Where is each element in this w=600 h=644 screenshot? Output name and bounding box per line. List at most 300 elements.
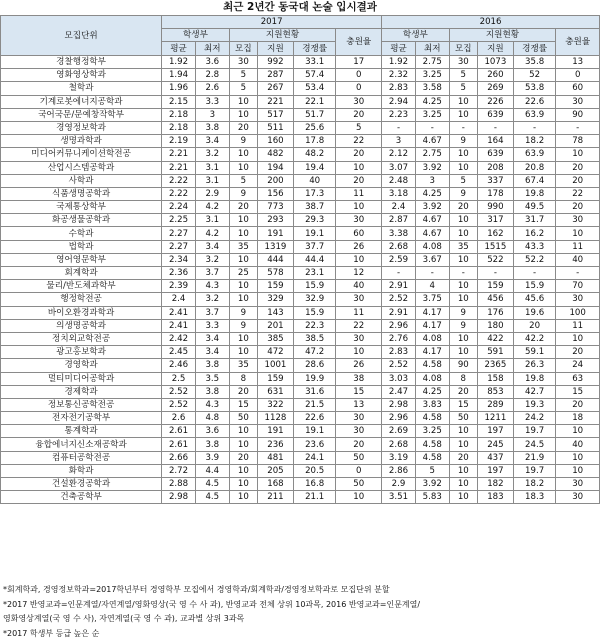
table-row <box>1 398 600 411</box>
cell-quota-2017: 10 <box>229 227 257 240</box>
cell-avg-2017: 2.18 <box>162 121 196 134</box>
cell-fill-rate-2016: 20 <box>556 346 600 359</box>
cell-avg-2016: 3.03 <box>382 372 416 385</box>
cell-min-2017: 3.9 <box>195 451 229 464</box>
cell-avg-2017: 2.27 <box>162 227 196 240</box>
cell-applicants-2016: 289 <box>477 398 513 411</box>
cell-avg-2016: 3.38 <box>382 227 416 240</box>
cell-avg-2016: 2.69 <box>382 425 416 438</box>
cell-avg-2016: 2.12 <box>382 148 416 161</box>
header-application-2016: 지원현황 <box>449 29 556 42</box>
cell-applicants-2017: 191 <box>257 425 293 438</box>
cell-applicants-2016: 182 <box>477 478 513 491</box>
cell-min-2016: 3.25 <box>415 69 449 82</box>
cell-quota-2017: 10 <box>229 148 257 161</box>
cell-fill-rate-2016: 24 <box>556 359 600 372</box>
cell-applicants-2017: 1319 <box>257 240 293 253</box>
cell-applicants-2016: 522 <box>477 253 513 266</box>
table-row <box>1 293 600 306</box>
cell-avg-2016: 2.23 <box>382 108 416 121</box>
cell-competition-2016: 42.7 <box>513 385 555 398</box>
cell-fill-rate-2016: 20 <box>556 174 600 187</box>
header-application-2017: 지원현황 <box>229 29 336 42</box>
cell-fill-rate-2016: - <box>556 121 600 134</box>
cell-quota-2016: 10 <box>449 214 477 227</box>
cell-min-2016: 3.58 <box>415 82 449 95</box>
table-row <box>1 187 600 200</box>
cell-fill-rate-2016: 20 <box>556 201 600 214</box>
cell-competition-2017: 25.6 <box>293 121 335 134</box>
cell-quota-2016: 10 <box>449 478 477 491</box>
cell-unit-name: 미디어커뮤니케이션학전공 <box>1 148 162 161</box>
cell-applicants-2017: 211 <box>257 491 293 504</box>
cell-competition-2017: 22.3 <box>293 319 335 332</box>
cell-min-2016: - <box>415 121 449 134</box>
cell-min-2016: 3.83 <box>415 398 449 411</box>
cell-avg-2017: 2.41 <box>162 306 196 319</box>
cell-competition-2017: 15.9 <box>293 306 335 319</box>
cell-avg-2017: 2.46 <box>162 359 196 372</box>
cell-unit-name: 행정학전공 <box>1 293 162 306</box>
cell-competition-2016: 18.2 <box>513 135 555 148</box>
results-body <box>1 56 600 504</box>
cell-avg-2016: 2.87 <box>382 214 416 227</box>
cell-competition-2017: 44.4 <box>293 253 335 266</box>
cell-unit-name: 생명과학과 <box>1 135 162 148</box>
header-quota-2016: 모집 <box>449 42 477 56</box>
cell-min-2016: 4.17 <box>415 306 449 319</box>
cell-min-2016: 5 <box>415 464 449 477</box>
cell-competition-2016: 19.8 <box>513 372 555 385</box>
cell-quota-2016: 10 <box>449 491 477 504</box>
cell-applicants-2016: - <box>477 121 513 134</box>
header-year-2017: 2017 <box>162 16 382 29</box>
cell-avg-2016: 2.4 <box>382 201 416 214</box>
cell-competition-2016: 53.8 <box>513 82 555 95</box>
table-row <box>1 148 600 161</box>
cell-fill-rate-2016: 78 <box>556 135 600 148</box>
cell-quota-2016: 10 <box>449 280 477 293</box>
cell-competition-2016: 52.2 <box>513 253 555 266</box>
cell-applicants-2017: 168 <box>257 478 293 491</box>
cell-competition-2017: 20.5 <box>293 464 335 477</box>
cell-quota-2016: 30 <box>449 56 477 69</box>
header-quota-2017: 모집 <box>229 42 257 56</box>
cell-fill-rate-2017: 20 <box>336 148 382 161</box>
cell-fill-rate-2016: 60 <box>556 82 600 95</box>
cell-min-2016: 4.58 <box>415 359 449 372</box>
cell-min-2017: 4.3 <box>195 280 229 293</box>
cell-fill-rate-2017: 22 <box>336 135 382 148</box>
cell-min-2016: 4 <box>415 280 449 293</box>
cell-quota-2017: 20 <box>229 385 257 398</box>
cell-competition-2017: 32.9 <box>293 293 335 306</box>
cell-competition-2017: 57.4 <box>293 69 335 82</box>
cell-competition-2017: 19.1 <box>293 425 335 438</box>
cell-avg-2017: 2.6 <box>162 412 196 425</box>
cell-fill-rate-2016: 20 <box>556 161 600 174</box>
cell-avg-2016: 2.32 <box>382 69 416 82</box>
cell-quota-2017: 10 <box>229 253 257 266</box>
table-row <box>1 478 600 491</box>
cell-avg-2017: 2.52 <box>162 385 196 398</box>
cell-quota-2016: 5 <box>449 82 477 95</box>
cell-min-2016: 3.92 <box>415 161 449 174</box>
table-row <box>1 346 600 359</box>
cell-avg-2016: 2.94 <box>382 95 416 108</box>
cell-unit-name: 기계로봇에너지공학과 <box>1 95 162 108</box>
cell-min-2017: 3.1 <box>195 214 229 227</box>
cell-avg-2016: 2.59 <box>382 253 416 266</box>
cell-fill-rate-2017: 17 <box>336 56 382 69</box>
cell-quota-2017: 15 <box>229 398 257 411</box>
cell-quota-2016: 10 <box>449 425 477 438</box>
cell-applicants-2017: 194 <box>257 161 293 174</box>
cell-competition-2017: 23.1 <box>293 267 335 280</box>
cell-applicants-2017: 444 <box>257 253 293 266</box>
cell-applicants-2016: 990 <box>477 201 513 214</box>
cell-min-2017: 3.2 <box>195 253 229 266</box>
cell-min-2016: 3.92 <box>415 478 449 491</box>
header-min-2017: 최저 <box>195 42 229 56</box>
cell-min-2017: 3 <box>195 108 229 121</box>
cell-applicants-2016: 1515 <box>477 240 513 253</box>
cell-applicants-2016: 1073 <box>477 56 513 69</box>
cell-quota-2017: 5 <box>229 174 257 187</box>
cell-min-2017: 3.4 <box>195 240 229 253</box>
cell-competition-2016: 42.2 <box>513 332 555 345</box>
cell-unit-name: 법학과 <box>1 240 162 253</box>
cell-avg-2017: 2.22 <box>162 187 196 200</box>
cell-fill-rate-2016: 30 <box>556 491 600 504</box>
cell-unit-name: 멀티미디어공학과 <box>1 372 162 385</box>
cell-competition-2017: 22.1 <box>293 95 335 108</box>
table-row <box>1 451 600 464</box>
cell-competition-2017: 19.4 <box>293 161 335 174</box>
cell-competition-2017: 29.3 <box>293 214 335 227</box>
cell-quota-2017: 10 <box>229 214 257 227</box>
cell-min-2016: 4.58 <box>415 412 449 425</box>
cell-min-2016: 4.67 <box>415 227 449 240</box>
cell-avg-2017: 2.45 <box>162 346 196 359</box>
cell-applicants-2017: 385 <box>257 332 293 345</box>
table-row <box>1 56 600 69</box>
cell-min-2016: 4.25 <box>415 385 449 398</box>
cell-quota-2017: 20 <box>229 121 257 134</box>
cell-fill-rate-2016: 18 <box>556 412 600 425</box>
cell-competition-2016: 43.3 <box>513 240 555 253</box>
cell-min-2017: 3.7 <box>195 306 229 319</box>
cell-applicants-2016: 456 <box>477 293 513 306</box>
cell-min-2016: 4.08 <box>415 372 449 385</box>
cell-quota-2016: 15 <box>449 398 477 411</box>
cell-min-2017: 3.8 <box>195 359 229 372</box>
cell-fill-rate-2017: 50 <box>336 478 382 491</box>
cell-min-2016: 4.08 <box>415 332 449 345</box>
cell-min-2016: 3.25 <box>415 108 449 121</box>
cell-unit-name: 화공생물공학과 <box>1 214 162 227</box>
cell-competition-2016: 20.8 <box>513 161 555 174</box>
cell-min-2017: 4.2 <box>195 201 229 214</box>
cell-unit-name: 회계학과 <box>1 267 162 280</box>
cell-competition-2016: 15.9 <box>513 280 555 293</box>
cell-fill-rate-2016: 10 <box>556 332 600 345</box>
cell-min-2017: 4.4 <box>195 464 229 477</box>
cell-competition-2016: 67.4 <box>513 174 555 187</box>
cell-applicants-2016: 158 <box>477 372 513 385</box>
cell-avg-2016: 3.19 <box>382 451 416 464</box>
table-row <box>1 267 600 280</box>
cell-competition-2016: 63.9 <box>513 148 555 161</box>
cell-applicants-2016: 2365 <box>477 359 513 372</box>
cell-competition-2017: 38.7 <box>293 201 335 214</box>
cell-competition-2017: 22.6 <box>293 412 335 425</box>
cell-applicants-2016: 180 <box>477 319 513 332</box>
cell-competition-2016: 19.6 <box>513 306 555 319</box>
cell-avg-2016: 2.52 <box>382 293 416 306</box>
table-row <box>1 280 600 293</box>
cell-competition-2016: 16.2 <box>513 227 555 240</box>
cell-avg-2016: - <box>382 121 416 134</box>
cell-competition-2016: 18.2 <box>513 478 555 491</box>
cell-quota-2016: 35 <box>449 240 477 253</box>
cell-quota-2016: - <box>449 121 477 134</box>
cell-min-2016: 4.17 <box>415 319 449 332</box>
cell-applicants-2017: 511 <box>257 121 293 134</box>
cell-competition-2017: 21.1 <box>293 491 335 504</box>
cell-competition-2017: 40 <box>293 174 335 187</box>
cell-min-2017: 3.5 <box>195 372 229 385</box>
cell-quota-2016: 9 <box>449 135 477 148</box>
cell-quota-2017: 5 <box>229 69 257 82</box>
cell-unit-name: 의생명공학과 <box>1 319 162 332</box>
cell-applicants-2017: 156 <box>257 187 293 200</box>
table-row <box>1 95 600 108</box>
cell-min-2016: 4.08 <box>415 240 449 253</box>
cell-competition-2016: 26.3 <box>513 359 555 372</box>
cell-min-2016: 4.67 <box>415 135 449 148</box>
table-row <box>1 201 600 214</box>
cell-min-2017: 4.3 <box>195 398 229 411</box>
cell-quota-2016: 10 <box>449 253 477 266</box>
cell-applicants-2016: 183 <box>477 491 513 504</box>
cell-fill-rate-2016: 11 <box>556 240 600 253</box>
cell-avg-2016: 2.96 <box>382 412 416 425</box>
cell-competition-2016: 45.6 <box>513 293 555 306</box>
cell-unit-name: 광고홍보학과 <box>1 346 162 359</box>
cell-avg-2016: 3.51 <box>382 491 416 504</box>
cell-fill-rate-2017: 38 <box>336 372 382 385</box>
cell-min-2016: 2.75 <box>415 148 449 161</box>
cell-fill-rate-2017: 15 <box>336 385 382 398</box>
footnote: *2017 반영교과=인문계열/자연계열/영화영상(국 영 수 사 과), 반영교과 전체 상위 10과목, 2016 반영교과=인문계열/ <box>3 599 421 609</box>
cell-unit-name: 경영정보학과 <box>1 121 162 134</box>
cell-quota-2016: 20 <box>449 385 477 398</box>
cell-fill-rate-2016: 30 <box>556 478 600 491</box>
cell-applicants-2017: 236 <box>257 438 293 451</box>
cell-unit-name: 국어국문/문예창작학부 <box>1 108 162 121</box>
cell-applicants-2016: 197 <box>477 425 513 438</box>
cell-fill-rate-2017: 30 <box>336 214 382 227</box>
cell-fill-rate-2017: 10 <box>336 491 382 504</box>
cell-quota-2017: 10 <box>229 332 257 345</box>
cell-fill-rate-2017: 30 <box>336 95 382 108</box>
cell-fill-rate-2016: 22 <box>556 187 600 200</box>
cell-competition-2016: 20 <box>513 319 555 332</box>
cell-applicants-2016: - <box>477 267 513 280</box>
table-row <box>1 108 600 121</box>
cell-min-2017: 3.6 <box>195 425 229 438</box>
cell-fill-rate-2016: 13 <box>556 56 600 69</box>
cell-min-2016: 5.83 <box>415 491 449 504</box>
cell-avg-2017: 2.19 <box>162 135 196 148</box>
cell-avg-2017: 2.22 <box>162 174 196 187</box>
cell-quota-2016: 20 <box>449 451 477 464</box>
cell-min-2016: - <box>415 267 449 280</box>
cell-competition-2017: 23.6 <box>293 438 335 451</box>
cell-applicants-2017: 329 <box>257 293 293 306</box>
cell-avg-2016: 2.83 <box>382 82 416 95</box>
cell-avg-2017: 2.42 <box>162 332 196 345</box>
cell-quota-2017: 30 <box>229 56 257 69</box>
cell-competition-2016: 21.9 <box>513 451 555 464</box>
cell-avg-2017: 2.39 <box>162 280 196 293</box>
cell-min-2016: 4.58 <box>415 438 449 451</box>
cell-competition-2017: 31.6 <box>293 385 335 398</box>
cell-competition-2017: 19.1 <box>293 227 335 240</box>
cell-quota-2017: 9 <box>229 135 257 148</box>
cell-quota-2016: 20 <box>449 201 477 214</box>
cell-unit-name: 수학과 <box>1 227 162 240</box>
cell-min-2016: 3 <box>415 174 449 187</box>
cell-applicants-2016: 164 <box>477 135 513 148</box>
cell-competition-2017: 53.4 <box>293 82 335 95</box>
cell-applicants-2017: 482 <box>257 148 293 161</box>
cell-min-2017: 4.8 <box>195 412 229 425</box>
cell-avg-2017: 2.21 <box>162 148 196 161</box>
cell-avg-2017: 2.34 <box>162 253 196 266</box>
cell-fill-rate-2016: 10 <box>556 464 600 477</box>
cell-quota-2016: 9 <box>449 187 477 200</box>
cell-avg-2016: 2.52 <box>382 359 416 372</box>
cell-competition-2016: 24.2 <box>513 412 555 425</box>
cell-min-2016: 4.17 <box>415 346 449 359</box>
cell-min-2017: 4.5 <box>195 478 229 491</box>
cell-avg-2016: 2.76 <box>382 332 416 345</box>
cell-applicants-2016: 337 <box>477 174 513 187</box>
cell-competition-2017: 16.8 <box>293 478 335 491</box>
cell-applicants-2017: 221 <box>257 95 293 108</box>
cell-quota-2017: 25 <box>229 267 257 280</box>
cell-min-2017: 3.7 <box>195 267 229 280</box>
cell-quota-2017: 20 <box>229 451 257 464</box>
cell-quota-2016: 10 <box>449 108 477 121</box>
cell-avg-2016: - <box>382 267 416 280</box>
cell-unit-name: 전자전기공학부 <box>1 412 162 425</box>
cell-unit-name: 물리/반도체과학부 <box>1 280 162 293</box>
table-row <box>1 135 600 148</box>
cell-unit-name: 정보통신공학전공 <box>1 398 162 411</box>
cell-applicants-2017: 773 <box>257 201 293 214</box>
cell-fill-rate-2017: 20 <box>336 438 382 451</box>
cell-min-2016: 4.25 <box>415 95 449 108</box>
cell-min-2017: 4.5 <box>195 491 229 504</box>
cell-quota-2017: 9 <box>229 306 257 319</box>
cell-fill-rate-2016: 40 <box>556 253 600 266</box>
cell-fill-rate-2017: 22 <box>336 319 382 332</box>
cell-applicants-2017: 201 <box>257 319 293 332</box>
cell-quota-2016: 9 <box>449 306 477 319</box>
cell-applicants-2017: 578 <box>257 267 293 280</box>
cell-fill-rate-2016: 40 <box>556 438 600 451</box>
cell-avg-2016: 3.07 <box>382 161 416 174</box>
cell-competition-2017: 19.9 <box>293 372 335 385</box>
cell-avg-2016: 2.86 <box>382 464 416 477</box>
cell-fill-rate-2017: 0 <box>336 464 382 477</box>
header-applicants-2016: 지원 <box>477 42 513 56</box>
cell-competition-2017: 51.7 <box>293 108 335 121</box>
cell-competition-2017: 38.5 <box>293 332 335 345</box>
header-avg-2017: 평균 <box>162 42 196 56</box>
table-row <box>1 306 600 319</box>
table-row <box>1 464 600 477</box>
table-row <box>1 359 600 372</box>
cell-applicants-2017: 159 <box>257 280 293 293</box>
cell-min-2017: 3.4 <box>195 135 229 148</box>
cell-fill-rate-2017: 50 <box>336 451 382 464</box>
cell-applicants-2016: 159 <box>477 280 513 293</box>
cell-min-2017: 3.1 <box>195 174 229 187</box>
header-fill-rate-2017: 충원율 <box>336 29 382 56</box>
table-row <box>1 121 600 134</box>
cell-applicants-2016: 639 <box>477 148 513 161</box>
cell-avg-2017: 2.25 <box>162 214 196 227</box>
cell-min-2017: 3.3 <box>195 95 229 108</box>
cell-fill-rate-2016: 10 <box>556 227 600 240</box>
cell-competition-2017: 33.1 <box>293 56 335 69</box>
results-table <box>0 15 600 504</box>
cell-fill-rate-2017: 11 <box>336 306 382 319</box>
table-row <box>1 332 600 345</box>
cell-avg-2017: 2.41 <box>162 319 196 332</box>
cell-quota-2016: 9 <box>449 319 477 332</box>
cell-fill-rate-2016: 30 <box>556 95 600 108</box>
cell-avg-2017: 2.15 <box>162 95 196 108</box>
cell-fill-rate-2017: 11 <box>336 187 382 200</box>
cell-min-2016: 2.75 <box>415 56 449 69</box>
cell-avg-2016: 1.92 <box>382 56 416 69</box>
cell-applicants-2017: 159 <box>257 372 293 385</box>
cell-competition-2016: 24.5 <box>513 438 555 451</box>
cell-min-2017: 3.3 <box>195 319 229 332</box>
cell-quota-2017: 10 <box>229 438 257 451</box>
cell-quota-2017: 5 <box>229 82 257 95</box>
cell-min-2017: 3.8 <box>195 438 229 451</box>
header-year-2016: 2016 <box>382 16 600 29</box>
cell-applicants-2017: 631 <box>257 385 293 398</box>
cell-avg-2017: 2.52 <box>162 398 196 411</box>
cell-unit-name: 경찰행정학부 <box>1 56 162 69</box>
cell-fill-rate-2016: 70 <box>556 280 600 293</box>
cell-competition-2016: - <box>513 121 555 134</box>
cell-unit-name: 영화영상학과 <box>1 69 162 82</box>
cell-competition-2017: 17.8 <box>293 135 335 148</box>
cell-competition-2016: 35.8 <box>513 56 555 69</box>
cell-quota-2017: 9 <box>229 187 257 200</box>
cell-competition-2016: 19.8 <box>513 187 555 200</box>
cell-applicants-2016: 639 <box>477 108 513 121</box>
cell-fill-rate-2016: 15 <box>556 385 600 398</box>
